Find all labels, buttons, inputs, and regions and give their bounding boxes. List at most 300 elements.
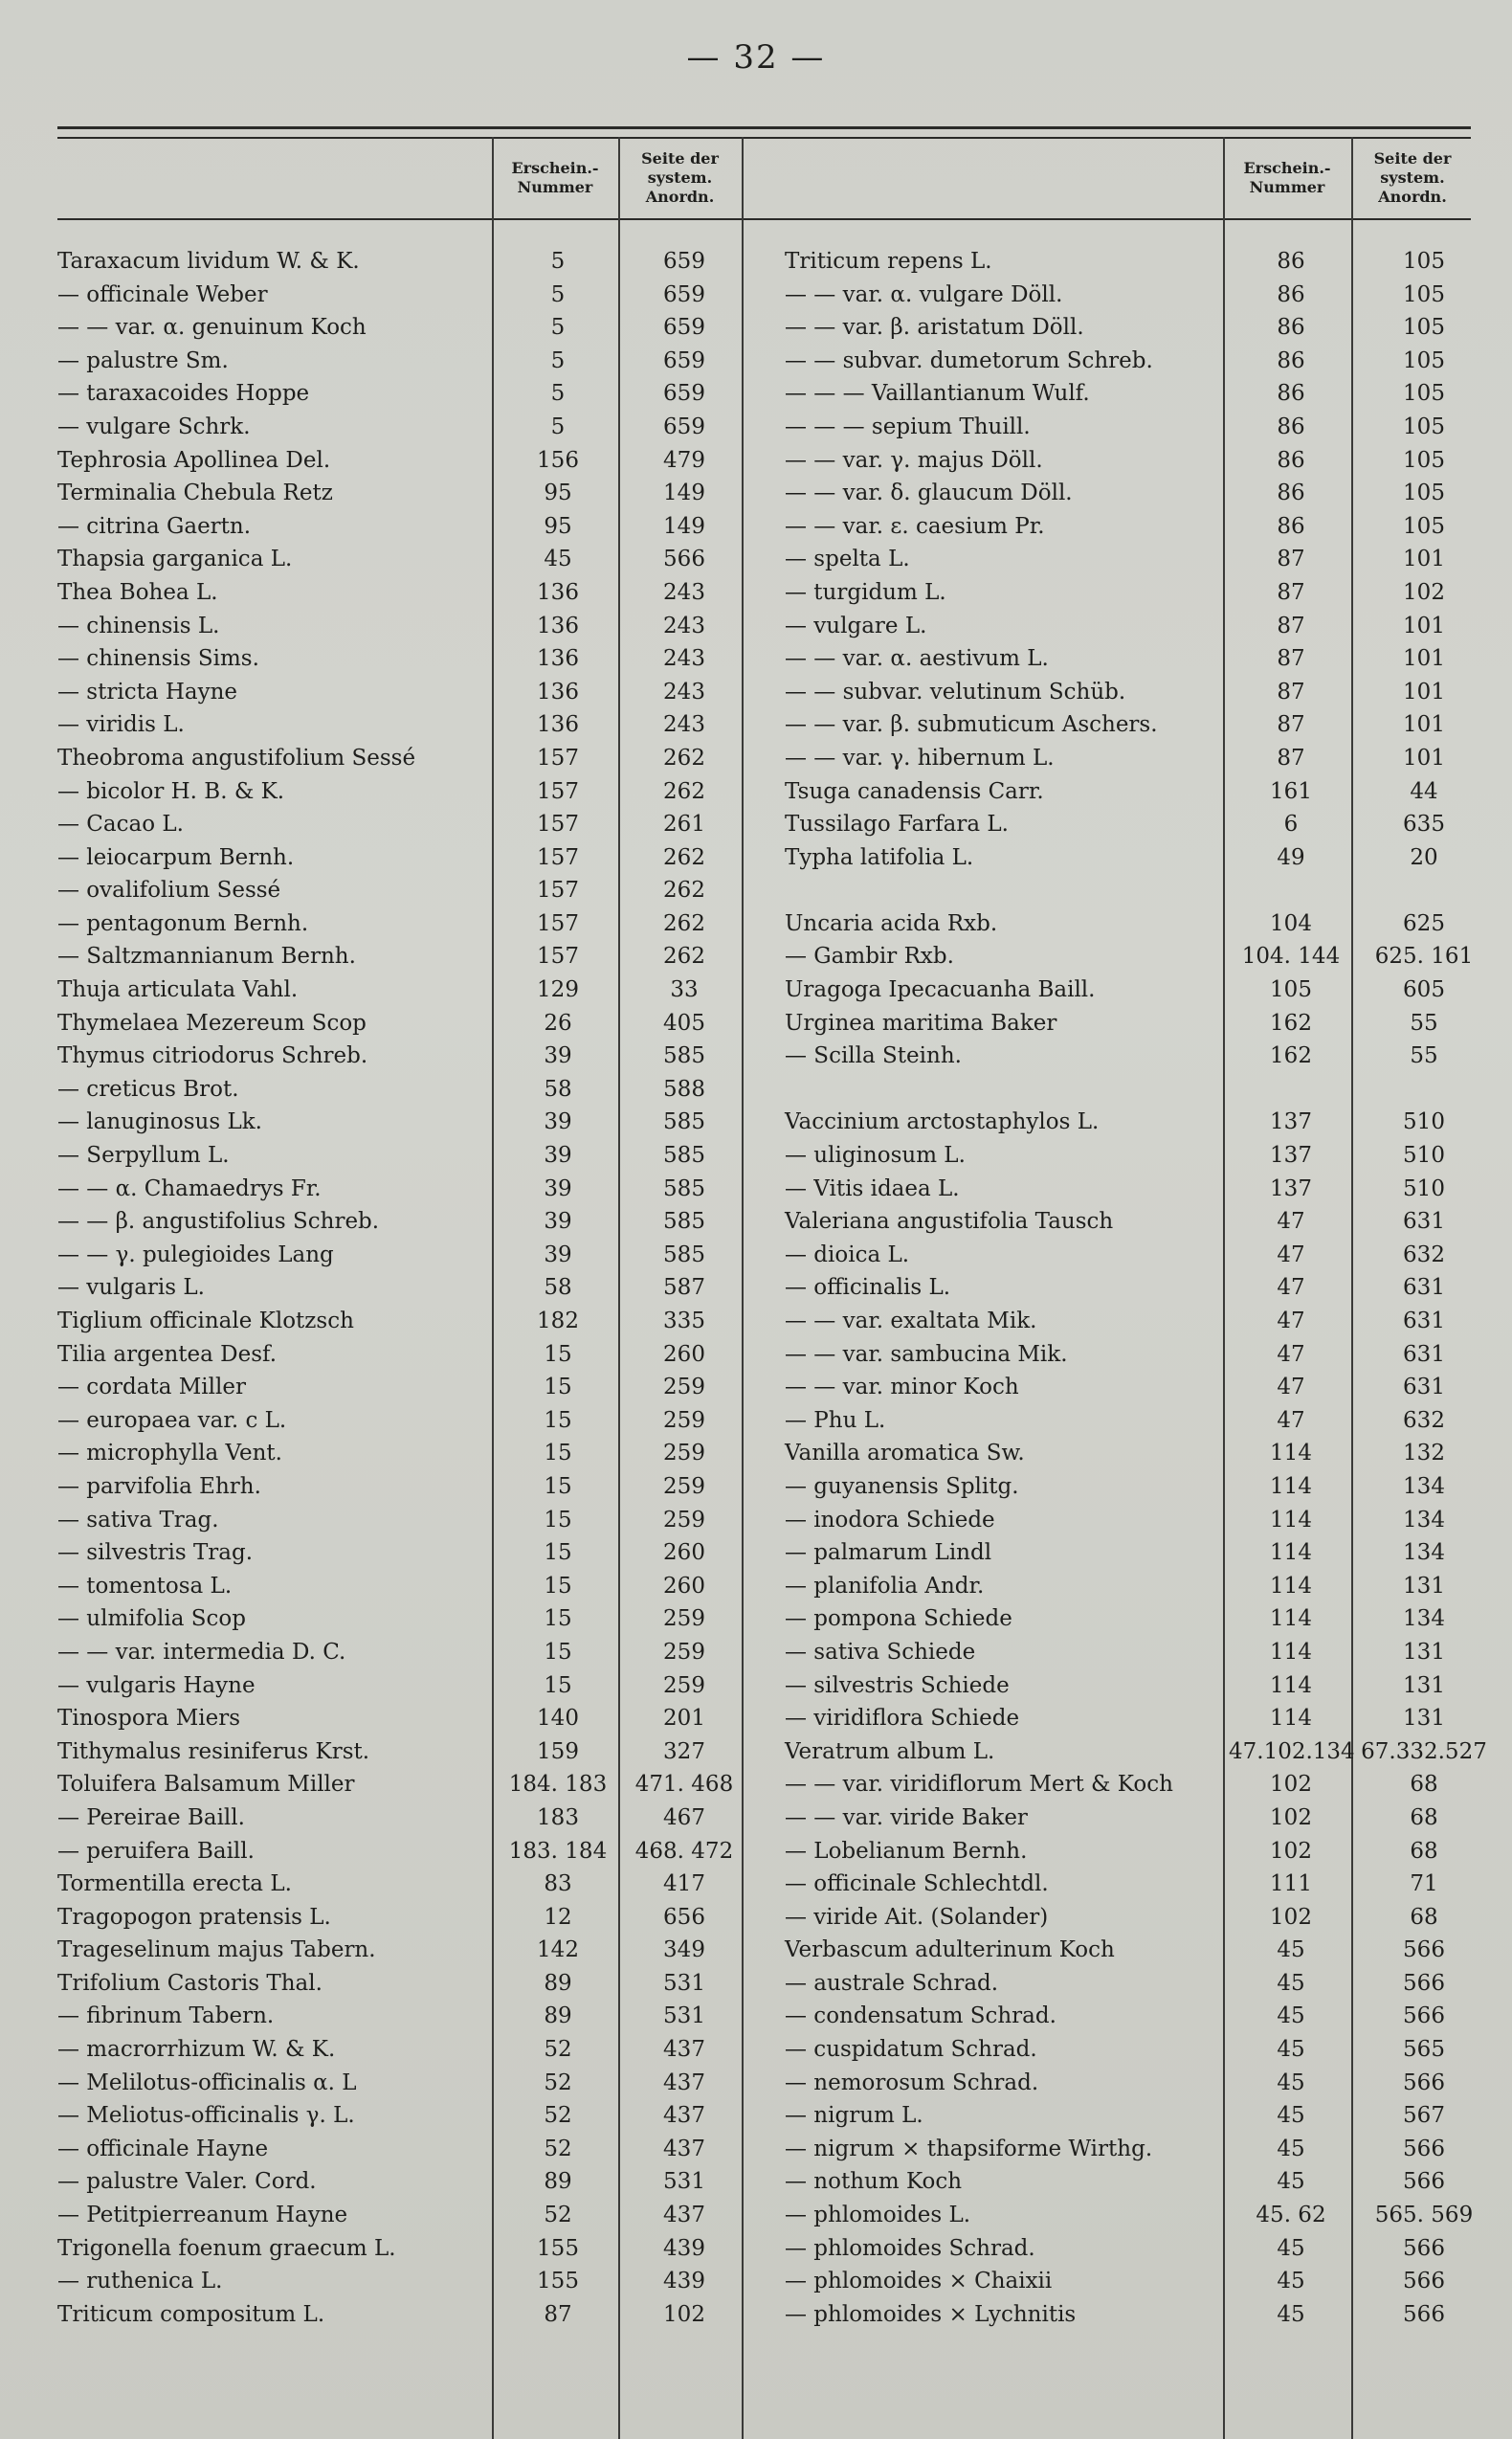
entry-page: 101 bbox=[1403, 547, 1445, 572]
entry-name: — Lobelianum Bernh. bbox=[785, 1838, 1028, 1864]
index-entry bbox=[57, 2265, 746, 2298]
index-entry bbox=[57, 676, 746, 709]
entry-page: 659 bbox=[663, 414, 705, 439]
index-entry bbox=[785, 576, 1493, 610]
entry-number: 15 bbox=[544, 1441, 572, 1466]
index-entry bbox=[57, 2067, 746, 2100]
entry-page: 262 bbox=[663, 745, 705, 771]
index-entry bbox=[57, 411, 746, 444]
entry-page: 259 bbox=[663, 1375, 705, 1400]
entry-number: 39 bbox=[544, 1209, 572, 1235]
index-entry bbox=[57, 1404, 746, 1438]
entry-number: 136 bbox=[537, 613, 579, 638]
entry-name: — — — sepium Thuill. bbox=[785, 414, 1031, 439]
entry-page: 259 bbox=[663, 1672, 705, 1698]
entry-name: Trigonella foenum graecum L. bbox=[57, 2235, 396, 2261]
entry-page: 105 bbox=[1403, 281, 1445, 307]
entry-page: 260 bbox=[663, 1540, 705, 1566]
entry-page: 102 bbox=[1403, 579, 1445, 605]
entry-page: 134 bbox=[1403, 1473, 1445, 1499]
index-entry bbox=[57, 1536, 746, 1570]
index-entry bbox=[785, 1437, 1493, 1470]
entry-number: 157 bbox=[537, 878, 579, 904]
entry-name: — — var. α. vulgare Döll. bbox=[785, 281, 1063, 307]
index-entry bbox=[57, 808, 746, 841]
entry-name: — lanuginosus Lk. bbox=[57, 1109, 262, 1135]
entry-number: 102 bbox=[1270, 1772, 1312, 1798]
index-entry bbox=[785, 610, 1493, 643]
entry-number: 39 bbox=[544, 1109, 572, 1135]
entry-name: — — subvar. velutinum Schüb. bbox=[785, 679, 1126, 705]
index-entry bbox=[57, 1868, 746, 1901]
index-entry bbox=[785, 1934, 1493, 1967]
header-line: Nummer bbox=[1249, 178, 1325, 196]
entry-number: 86 bbox=[1277, 249, 1305, 274]
entry-name: Thapsia garganica L. bbox=[57, 547, 293, 572]
entry-name: Vaccinium arctostaphylos L. bbox=[785, 1109, 1100, 1135]
entry-page: 55 bbox=[1410, 1010, 1438, 1036]
entry-number: 114 bbox=[1270, 1672, 1312, 1698]
entry-number: 87 bbox=[1277, 712, 1305, 738]
index-entry bbox=[785, 940, 1493, 973]
entry-name: — vulgaris L. bbox=[57, 1275, 205, 1301]
entry-name: — palustre Valer. Cord. bbox=[57, 2169, 317, 2195]
entry-name: — viride Ait. (Solander) bbox=[785, 1904, 1049, 1930]
index-entry bbox=[785, 1073, 1493, 1107]
entry-number: 45 bbox=[1277, 2003, 1305, 2029]
header-line: Seite der bbox=[1373, 149, 1452, 168]
entry-page: 349 bbox=[663, 1937, 705, 1963]
entry-number: 114 bbox=[1270, 1441, 1312, 1466]
entry-page: 131 bbox=[1403, 1672, 1445, 1698]
index-entry bbox=[57, 477, 746, 510]
index-entry bbox=[57, 2232, 746, 2266]
entry-page: 631 bbox=[1403, 1309, 1445, 1333]
entry-name: Tilia argentea Desf. bbox=[57, 1341, 278, 1367]
index-entry bbox=[785, 1801, 1493, 1835]
entry-name: — nigrum L. bbox=[785, 2103, 923, 2129]
entry-page: 20 bbox=[1410, 844, 1438, 870]
entry-name: Tussilago Farfara L. bbox=[785, 812, 1009, 838]
entry-page: 262 bbox=[663, 778, 705, 804]
index-entry bbox=[57, 1437, 746, 1470]
entry-name: — — var. α. genuinum Koch bbox=[57, 315, 367, 341]
entry-page: 437 bbox=[663, 2037, 705, 2063]
entry-page: 131 bbox=[1403, 1706, 1445, 1732]
entry-page: 335 bbox=[663, 1309, 705, 1333]
index-entry bbox=[57, 1173, 746, 1206]
entry-page: 437 bbox=[663, 2070, 705, 2095]
entry-number: 47 bbox=[1277, 1209, 1305, 1235]
entry-name: Thymus citriodorus Schreb. bbox=[57, 1043, 368, 1069]
entry-name: Vanilla aromatica Sw. bbox=[785, 1441, 1025, 1466]
entry-name: — — var. intermedia D. C. bbox=[57, 1639, 346, 1665]
entry-page: 262 bbox=[663, 910, 705, 936]
entry-page: 531 bbox=[663, 2169, 705, 2195]
entry-name: — phlomoides L. bbox=[785, 2203, 971, 2228]
entry-name: — bicolor H. B. & K. bbox=[57, 778, 285, 804]
entry-page: 101 bbox=[1403, 712, 1445, 738]
entry-number: 45. 62 bbox=[1256, 2203, 1326, 2228]
entry-number: 47.102.134 bbox=[1229, 1738, 1355, 1764]
entry-page: 101 bbox=[1403, 646, 1445, 672]
entry-page: 566 bbox=[1403, 2269, 1445, 2294]
entry-number: 47 bbox=[1277, 1407, 1305, 1433]
entry-name: — viridiflora Schiede bbox=[785, 1706, 1020, 1732]
index-entry bbox=[57, 1271, 746, 1305]
index-entry bbox=[785, 1139, 1493, 1173]
index-entry bbox=[785, 2199, 1493, 2232]
entry-name: — microphylla Vent. bbox=[57, 1441, 282, 1466]
entry-name: Tragopogon pratensis L. bbox=[57, 1904, 331, 1930]
entry-page: 585 bbox=[663, 1242, 705, 1267]
entry-page: 659 bbox=[663, 315, 705, 341]
index-entry bbox=[785, 841, 1493, 875]
index-entry bbox=[57, 841, 746, 875]
entry-number: 162 bbox=[1270, 1043, 1312, 1069]
entry-name: — — var. β. submuticum Aschers. bbox=[785, 712, 1158, 738]
entry-page: 510 bbox=[1403, 1143, 1445, 1169]
entry-page: 625. 161 bbox=[1374, 944, 1474, 970]
entry-name: — inodora Schiede bbox=[785, 1507, 995, 1533]
entry-name: — — γ. pulegioides Lang bbox=[57, 1242, 334, 1267]
entry-number: 182 bbox=[537, 1309, 579, 1333]
entry-name: Tephrosia Apollinea Del. bbox=[57, 447, 331, 473]
entry-number: 102 bbox=[1270, 1804, 1312, 1830]
entry-number: 157 bbox=[537, 844, 579, 870]
entry-name: — planifolia Andr. bbox=[785, 1573, 985, 1599]
entry-name: — taraxacoides Hoppe bbox=[57, 381, 310, 407]
entry-name: — ulmifolia Scop bbox=[57, 1606, 246, 1632]
entry-number: 87 bbox=[1277, 745, 1305, 771]
entry-number: 45 bbox=[1277, 2037, 1305, 2063]
entry-page: 437 bbox=[663, 2103, 705, 2129]
entry-number: 155 bbox=[537, 2269, 579, 2294]
index-entry bbox=[57, 1602, 746, 1636]
entry-name: Trifolium Castoris Thal. bbox=[57, 1970, 322, 1996]
entry-number: 89 bbox=[544, 2169, 572, 2195]
entry-number: 52 bbox=[544, 2203, 572, 2228]
entry-name: Tithymalus resiniferus Krst. bbox=[57, 1738, 370, 1764]
entry-number: 129 bbox=[537, 977, 579, 1003]
entry-name: — phlomoides Schrad. bbox=[785, 2235, 1035, 2261]
header-line: Seite der bbox=[641, 149, 719, 168]
page-number: — 32 — bbox=[686, 38, 826, 77]
index-entry bbox=[57, 444, 746, 478]
entry-page: 566 bbox=[663, 547, 705, 572]
index-entry bbox=[785, 1305, 1493, 1338]
index-entry bbox=[785, 279, 1493, 312]
index-entry bbox=[57, 2000, 746, 2033]
index-entry bbox=[57, 245, 746, 279]
index-entry bbox=[57, 1073, 746, 1107]
entry-number: 87 bbox=[1277, 547, 1305, 572]
entry-number: 15 bbox=[544, 1573, 572, 1599]
entry-name: — — var. ε. caesium Pr. bbox=[785, 513, 1045, 539]
entry-page: 659 bbox=[663, 281, 705, 307]
index-entry bbox=[57, 2298, 746, 2332]
entry-page: 585 bbox=[663, 1175, 705, 1201]
entry-page: 71 bbox=[1410, 1871, 1438, 1897]
entry-number: 47 bbox=[1277, 1375, 1305, 1400]
entry-page: 102 bbox=[663, 2301, 705, 2327]
index-entry bbox=[57, 610, 746, 643]
entry-page: 259 bbox=[663, 1407, 705, 1433]
entry-page: 585 bbox=[663, 1209, 705, 1235]
index-entry bbox=[785, 2232, 1493, 2266]
entry-name: — officinalis L. bbox=[785, 1275, 951, 1301]
index-entry bbox=[57, 907, 746, 941]
entry-number: 86 bbox=[1277, 481, 1305, 506]
entry-number: 140 bbox=[537, 1706, 579, 1732]
entry-page: 105 bbox=[1403, 347, 1445, 373]
entry-name: — parvifolia Ehrh. bbox=[57, 1473, 261, 1499]
entry-name: — — var. minor Koch bbox=[785, 1375, 1019, 1400]
index-entry bbox=[785, 642, 1493, 676]
index-entry bbox=[785, 808, 1493, 841]
index-entry bbox=[57, 2199, 746, 2232]
entry-page: 632 bbox=[1403, 1407, 1445, 1433]
entry-number: 114 bbox=[1270, 1639, 1312, 1665]
index-entry bbox=[785, 1835, 1493, 1868]
entry-page: 262 bbox=[663, 844, 705, 870]
entry-name: — ruthenica L. bbox=[57, 2269, 223, 2294]
entry-number: 114 bbox=[1270, 1606, 1312, 1632]
entry-page: 259 bbox=[663, 1606, 705, 1632]
entry-name: Triticum compositum L. bbox=[57, 2301, 325, 2327]
index-entry bbox=[785, 2067, 1493, 2100]
entry-name: — stricta Hayne bbox=[57, 679, 238, 705]
index-entry bbox=[785, 1636, 1493, 1669]
entry-name: — Vitis idaea L. bbox=[785, 1175, 960, 1201]
entry-page: 437 bbox=[663, 2136, 705, 2161]
entry-number: 15 bbox=[544, 1341, 572, 1367]
entry-number: 49 bbox=[1277, 844, 1305, 870]
entry-page: 132 bbox=[1403, 1441, 1445, 1466]
entry-name: — officinale Weber bbox=[57, 281, 268, 307]
entry-name: — — var. viride Baker bbox=[785, 1804, 1028, 1830]
index-entry bbox=[57, 708, 746, 742]
entry-number: 52 bbox=[544, 2037, 572, 2063]
entry-number: 95 bbox=[544, 513, 572, 539]
entry-name: — Cacao L. bbox=[57, 812, 184, 838]
entry-page: 259 bbox=[663, 1473, 705, 1499]
entry-number: 157 bbox=[537, 778, 579, 804]
entry-page: 659 bbox=[663, 381, 705, 407]
index-entry bbox=[785, 973, 1493, 1007]
entry-name: — leiocarpum Bernh. bbox=[57, 844, 295, 870]
entry-name: — Meliotus-officinalis γ. L. bbox=[57, 2103, 355, 2129]
entry-page: 510 bbox=[1403, 1109, 1445, 1135]
entry-number: 6 bbox=[1283, 812, 1299, 838]
entry-number: 136 bbox=[537, 579, 579, 605]
entry-number: 39 bbox=[544, 1175, 572, 1201]
index-entry bbox=[57, 973, 746, 1007]
entry-number: 15 bbox=[544, 1606, 572, 1632]
entry-number: 45 bbox=[1277, 2235, 1305, 2261]
index-entry bbox=[785, 1901, 1493, 1935]
entry-page: 105 bbox=[1403, 481, 1445, 506]
index-entry bbox=[785, 2265, 1493, 2298]
entry-name: — sativa Schiede bbox=[785, 1639, 976, 1665]
index-entry bbox=[785, 1470, 1493, 1504]
index-entry bbox=[785, 1669, 1493, 1703]
index-entry bbox=[57, 1934, 746, 1967]
entry-number: 137 bbox=[1270, 1109, 1312, 1135]
entry-page: 656 bbox=[663, 1904, 705, 1930]
entry-number: 5 bbox=[550, 281, 566, 307]
entry-number: 45 bbox=[1277, 1937, 1305, 1963]
entry-number: 39 bbox=[544, 1242, 572, 1267]
entry-name: — palustre Sm. bbox=[57, 347, 229, 373]
entry-page: 405 bbox=[663, 1010, 705, 1036]
index-entry bbox=[785, 2165, 1493, 2199]
entry-number: 47 bbox=[1277, 1341, 1305, 1367]
entry-number: 102 bbox=[1270, 1838, 1312, 1864]
index-entry bbox=[785, 345, 1493, 378]
entry-name: — Scilla Steinh. bbox=[785, 1043, 962, 1069]
index-entry bbox=[57, 1570, 746, 1603]
header-seite-right bbox=[1353, 144, 1472, 213]
entry-name: Theobroma angustifolium Sessé bbox=[57, 745, 416, 771]
index-entry bbox=[57, 1901, 746, 1935]
entry-name: — viridis L. bbox=[57, 712, 185, 738]
index-entry bbox=[785, 311, 1493, 345]
index-entry bbox=[785, 543, 1493, 576]
entry-name: — Pereirae Baill. bbox=[57, 1804, 245, 1830]
top-rule-thin bbox=[57, 137, 1471, 139]
index-entry bbox=[57, 1139, 746, 1173]
entry-page: 439 bbox=[663, 2269, 705, 2294]
entry-name: — creticus Brot. bbox=[57, 1076, 239, 1102]
entry-page: 479 bbox=[663, 447, 705, 473]
index-entry bbox=[57, 1470, 746, 1504]
entry-page: 587 bbox=[663, 1275, 705, 1301]
index-entry bbox=[57, 1007, 746, 1040]
entry-number: 137 bbox=[1270, 1143, 1312, 1169]
index-entry bbox=[57, 576, 746, 610]
entry-number: 52 bbox=[544, 2136, 572, 2161]
entry-page: 468. 472 bbox=[634, 1838, 734, 1864]
entry-number: 15 bbox=[544, 1639, 572, 1665]
entry-name: Triticum repens L. bbox=[785, 249, 992, 274]
entry-name: — guyanensis Splitg. bbox=[785, 1473, 1019, 1499]
index-entry bbox=[785, 708, 1493, 742]
entry-page: 243 bbox=[663, 579, 705, 605]
index-entry bbox=[57, 1040, 746, 1073]
entry-number: 15 bbox=[544, 1540, 572, 1566]
entry-page: 631 bbox=[1403, 1275, 1445, 1301]
entry-page: 101 bbox=[1403, 679, 1445, 705]
entry-page: 327 bbox=[663, 1738, 705, 1764]
entry-name: Tormentilla erecta L. bbox=[57, 1871, 292, 1897]
entry-name: Taraxacum lividum W. & K. bbox=[57, 249, 360, 274]
entry-page: 625 bbox=[1403, 910, 1445, 936]
index-entry bbox=[57, 1801, 746, 1835]
entry-page: 566 bbox=[1403, 2136, 1445, 2161]
entry-page: 510 bbox=[1403, 1175, 1445, 1201]
entry-name: — turgidum L. bbox=[785, 579, 946, 605]
index-entry bbox=[785, 2298, 1493, 2332]
index-entry bbox=[57, 2165, 746, 2199]
entry-number: 114 bbox=[1270, 1473, 1312, 1499]
entry-page: 33 bbox=[670, 977, 699, 1003]
entry-name: — spelta L. bbox=[785, 547, 910, 572]
entry-name: — europaea var. c L. bbox=[57, 1407, 287, 1433]
index-entry bbox=[785, 874, 1493, 907]
entry-number: 86 bbox=[1277, 381, 1305, 407]
entry-number: 156 bbox=[537, 447, 579, 473]
entry-page: 467 bbox=[663, 1804, 705, 1830]
entry-page: 259 bbox=[663, 1507, 705, 1533]
entry-number: 86 bbox=[1277, 447, 1305, 473]
entry-name: — — var. sambucina Mik. bbox=[785, 1341, 1068, 1367]
entry-page: 134 bbox=[1403, 1540, 1445, 1566]
entry-number: 114 bbox=[1270, 1706, 1312, 1732]
entry-number: 136 bbox=[537, 679, 579, 705]
index-entry bbox=[57, 1106, 746, 1139]
entry-page: 566 bbox=[1403, 2003, 1445, 2029]
entry-page: 105 bbox=[1403, 249, 1445, 274]
entry-number: 12 bbox=[544, 1904, 572, 1930]
entry-number: 15 bbox=[544, 1672, 572, 1698]
entry-name: — dioica L. bbox=[785, 1242, 910, 1267]
entry-page: 417 bbox=[663, 1871, 705, 1897]
entry-number: 183. 184 bbox=[508, 1838, 608, 1864]
entry-page: 566 bbox=[1403, 2070, 1445, 2095]
entry-name: — cordata Miller bbox=[57, 1375, 246, 1400]
entry-number: 5 bbox=[550, 249, 566, 274]
entry-page: 565 bbox=[1403, 2037, 1445, 2063]
entry-name: — — var. β. aristatum Döll. bbox=[785, 315, 1084, 341]
entry-page: 566 bbox=[1403, 1970, 1445, 1996]
entry-name: — vulgaris Hayne bbox=[57, 1672, 256, 1698]
entry-page: 55 bbox=[1410, 1043, 1438, 1069]
index-entry bbox=[57, 2099, 746, 2133]
entry-number: 5 bbox=[550, 414, 566, 439]
entry-number: 183 bbox=[537, 1804, 579, 1830]
index-entry bbox=[57, 1835, 746, 1868]
entry-name: Verbascum adulterinum Koch bbox=[785, 1937, 1115, 1963]
entry-name: Veratrum album L. bbox=[785, 1738, 995, 1764]
entry-number: 114 bbox=[1270, 1573, 1312, 1599]
index-entry bbox=[57, 543, 746, 576]
entry-page: 105 bbox=[1403, 381, 1445, 407]
entry-number: 161 bbox=[1270, 778, 1312, 804]
entry-page: 262 bbox=[663, 944, 705, 970]
index-entry bbox=[785, 1602, 1493, 1636]
entry-page: 437 bbox=[663, 2203, 705, 2228]
entry-page: 471. 468 bbox=[634, 1772, 734, 1798]
entry-name: — Petitpierreanum Hayne bbox=[57, 2203, 348, 2228]
entry-page: 105 bbox=[1403, 414, 1445, 439]
entry-number: 136 bbox=[537, 712, 579, 738]
header-seite-left bbox=[620, 144, 740, 213]
index-column-right bbox=[785, 245, 1493, 2331]
index-entry bbox=[785, 1271, 1493, 1305]
index-entry bbox=[57, 940, 746, 973]
entry-name: Tsuga canadensis Carr. bbox=[785, 778, 1044, 804]
entry-page: 260 bbox=[663, 1573, 705, 1599]
index-entry bbox=[57, 874, 746, 907]
entry-name: — uliginosum L. bbox=[785, 1143, 966, 1169]
entry-page: 585 bbox=[663, 1043, 705, 1069]
entry-page: 635 bbox=[1403, 812, 1445, 838]
entry-number: 162 bbox=[1270, 1010, 1312, 1036]
entry-page: 585 bbox=[663, 1143, 705, 1169]
entry-page: 631 bbox=[1403, 1341, 1445, 1367]
index-entry bbox=[57, 510, 746, 544]
